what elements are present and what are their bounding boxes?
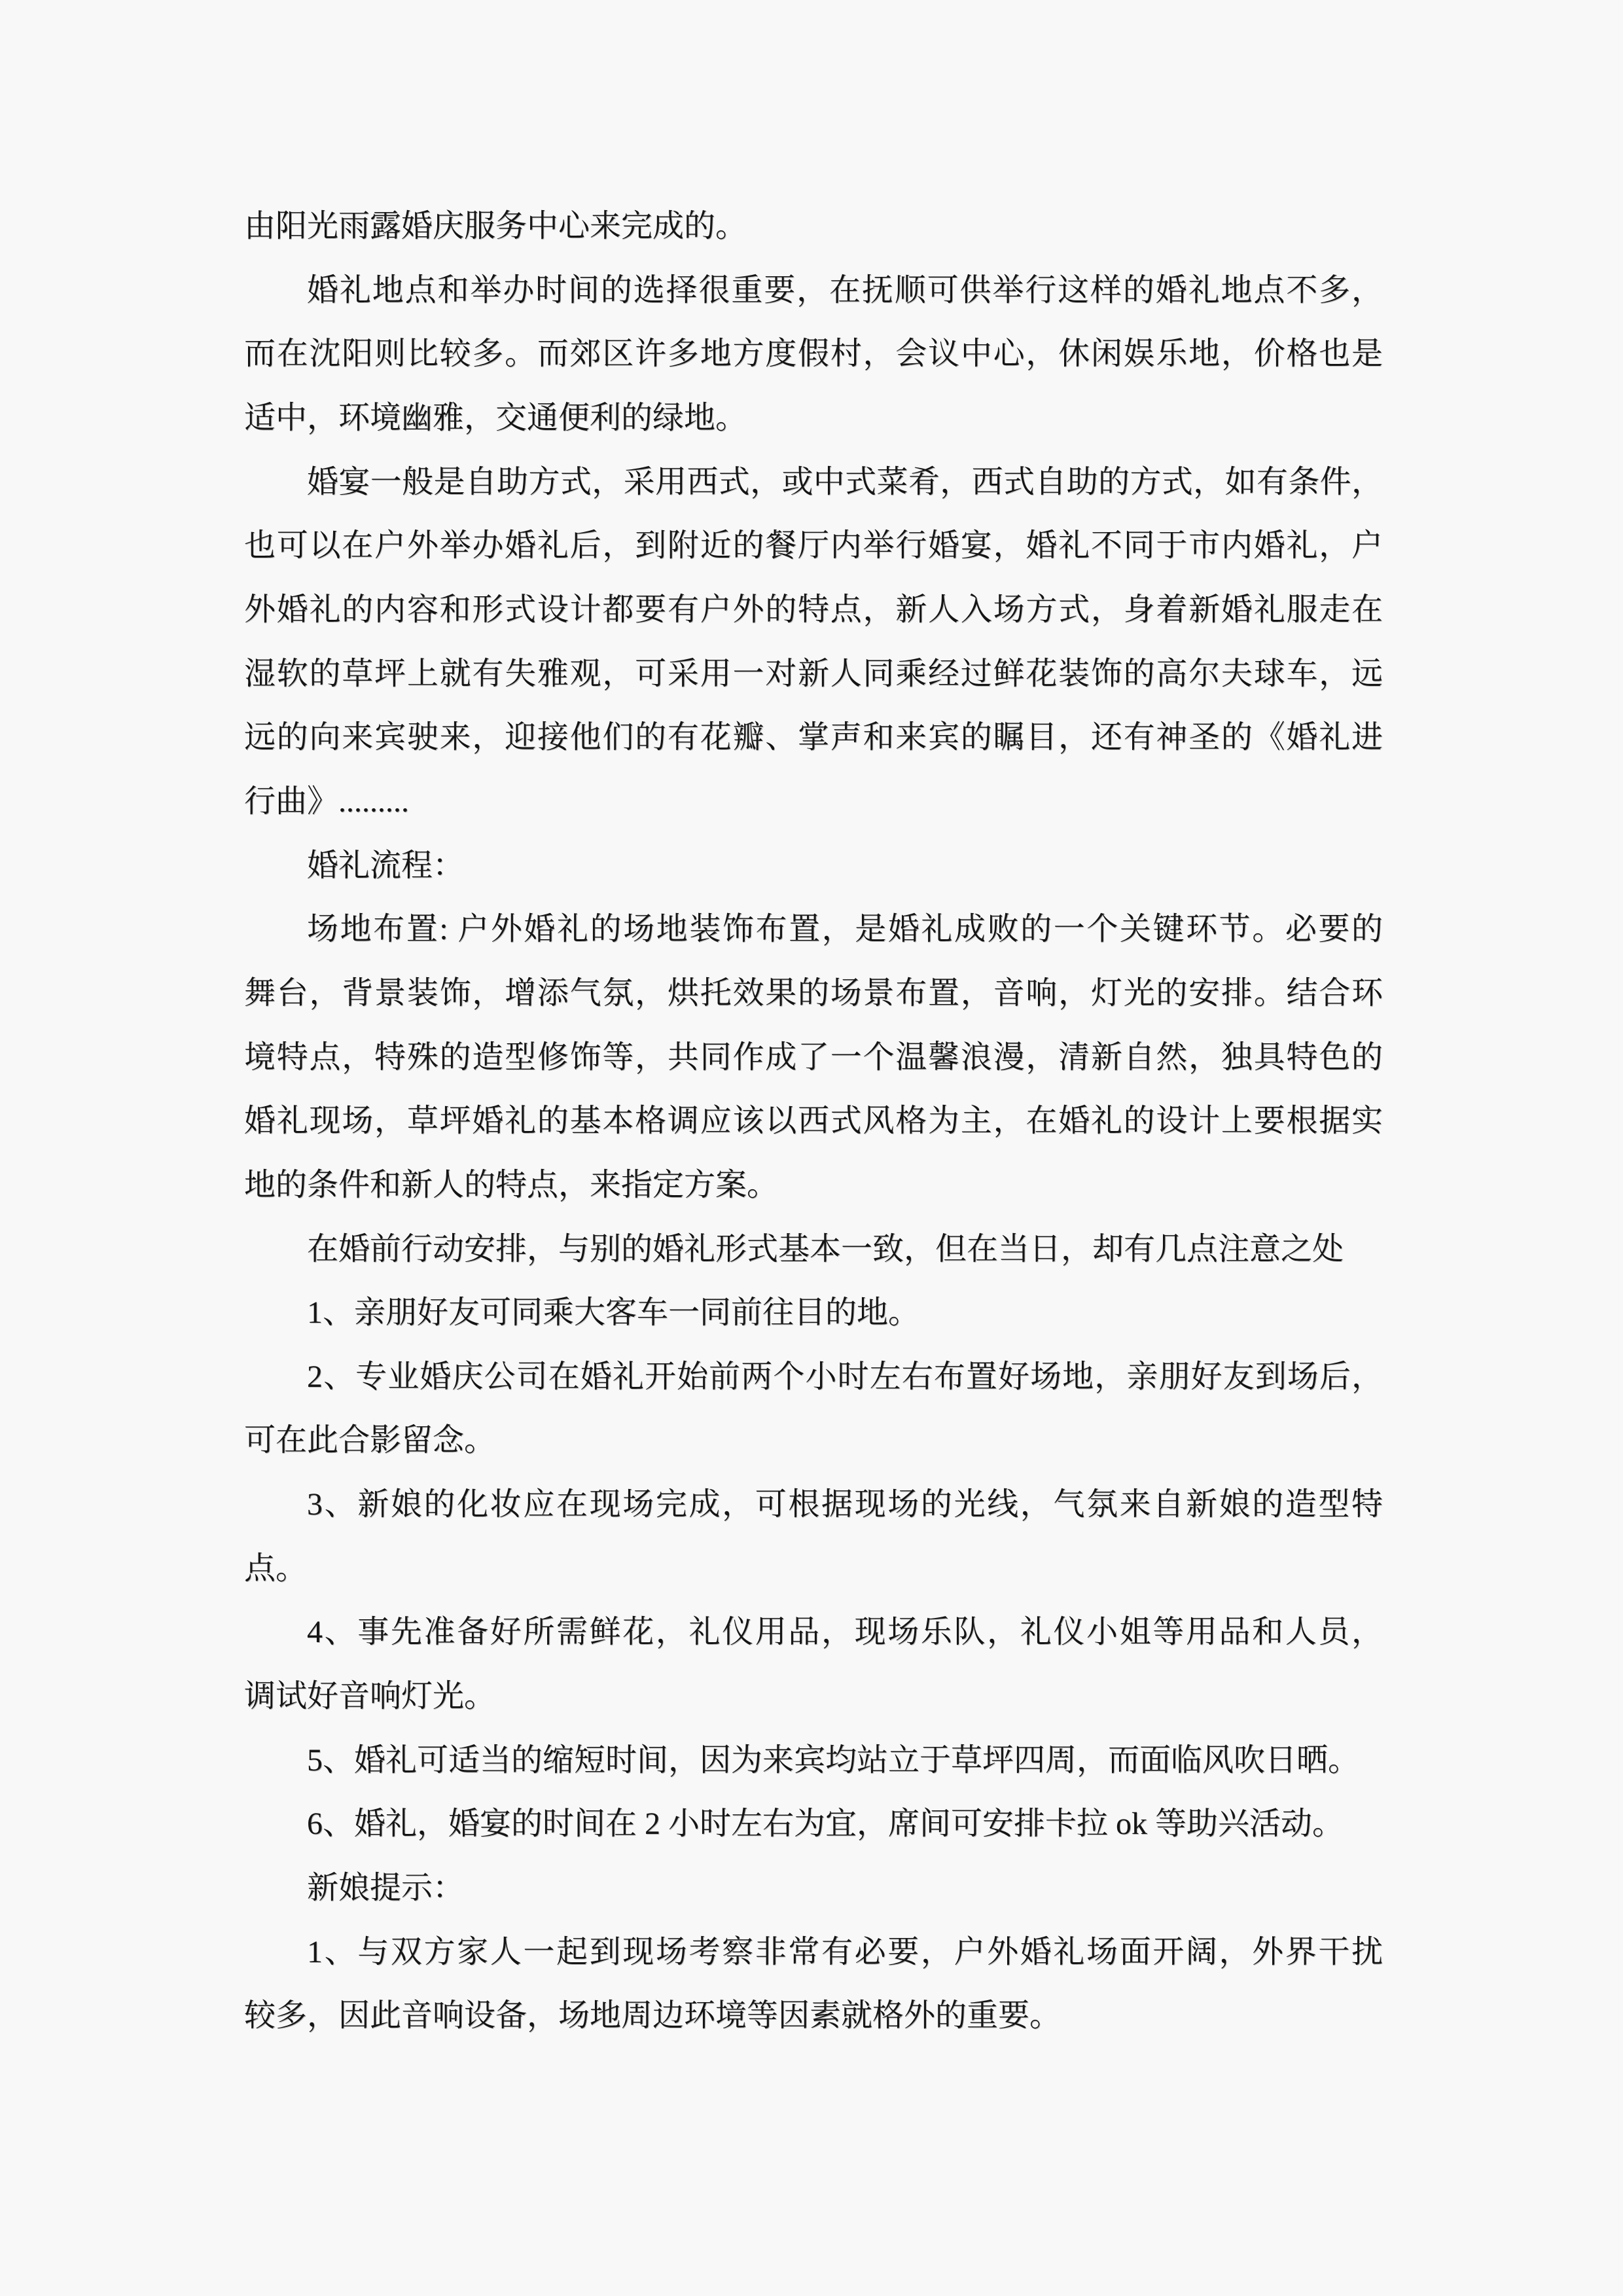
text-line: 境特点，特殊的造型修饰等，共同作成了一个温馨浪漫，清新自然，独具特色的 [244,1039,1383,1075]
text-line: 婚宴一般是自助方式，采用西式，或中式菜肴，西式自助的方式，如有条件， [307,464,1383,499]
text-line: 新娘提示： [307,1871,465,1906]
text-line: 远的向来宾驶来，迎接他们的有花瓣、掌声和来宾的瞩目，还有神圣的《婚礼进 [244,720,1383,755]
text-line: 而在沈阳则比较多。而郊区许多地方度假村，会议中心，休闲娱乐地，价格也是 [244,336,1383,372]
text-line: 调试好音响灯光。 [244,1679,496,1714]
text-line: 场地布置: 户外婚礼的场地装饰布置，是婚礼成败的一个关键环节。必要的 [307,912,1383,947]
text-line: 1、亲朋好友可同乘大客车一同前往目的地。 [307,1295,920,1331]
text-line: 适中，环境幽雅，交通便利的绿地。 [244,400,747,435]
text-line: 5、婚礼可适当的缩短时间，因为来宾均站立于草坪四周，而面临风吹日晒。 [307,1742,1360,1778]
text-line: 可在此合影留念。 [244,1423,496,1458]
text-line: 也可以在户外举办婚礼后，到附近的餐厅内举行婚宴，婚礼不同于市内婚礼，户 [244,528,1383,564]
text-line: 外婚礼的内容和形式设计都要有户外的特点，新人入场方式，身着新婚礼服走在 [244,592,1383,627]
document-body [244,194,1383,2048]
text-line: 1、与双方家人一起到现场考察非常有必要，户外婚礼场面开阔，外界干扰 [307,1934,1383,1969]
text-line: 由阳光雨露婚庆服务中心来完成的。 [244,209,747,243]
text-line: 婚礼流程： [307,848,465,883]
text-line: 4、事先准备好所需鲜花，礼仪用品，现场乐队，礼仪小姐等用品和人员， [307,1615,1383,1650]
text-line: 2、专业婚庆公司在婚礼开始前两个小时左右布置好场地，亲朋好友到场后， [307,1359,1383,1394]
text-line: 6、婚礼，婚宴的时间在 2 小时左右为宜，席间可安排卡拉 ok 等助兴活动。 [307,1806,1344,1842]
text-line: 湿软的草坪上就有失雅观，可采用一对新人同乘经过鲜花装饰的高尔夫球车，远 [244,656,1383,691]
text-line: 在婚前行动安排，与别的婚礼形式基本一致，但在当日，却有几点注意之处 [307,1231,1344,1266]
text-line: 点。 [244,1551,308,1586]
text-line: 地的条件和新人的特点，来指定方案。 [244,1167,779,1202]
text-line: 婚礼地点和举办时间的选择很重要，在抚顺可供举行这样的婚礼地点不多， [307,272,1383,308]
text-line: 3、新娘的化妆应在现场完成，可根据现场的光线，气氛来自新娘的造型特 [307,1487,1383,1522]
text-line: 行曲》......... [244,783,410,819]
text-line: 舞台，背景装饰，增添气氛，烘托效果的场景布置，音响，灯光的安排。结合环 [244,975,1383,1011]
text-line: 婚礼现场，草坪婚礼的基本格调应该以西式风格为主，在婚礼的设计上要根据实 [244,1103,1383,1139]
text-line: 较多，因此音响设备，场地周边环境等因素就格外的重要。 [244,1998,1061,2034]
